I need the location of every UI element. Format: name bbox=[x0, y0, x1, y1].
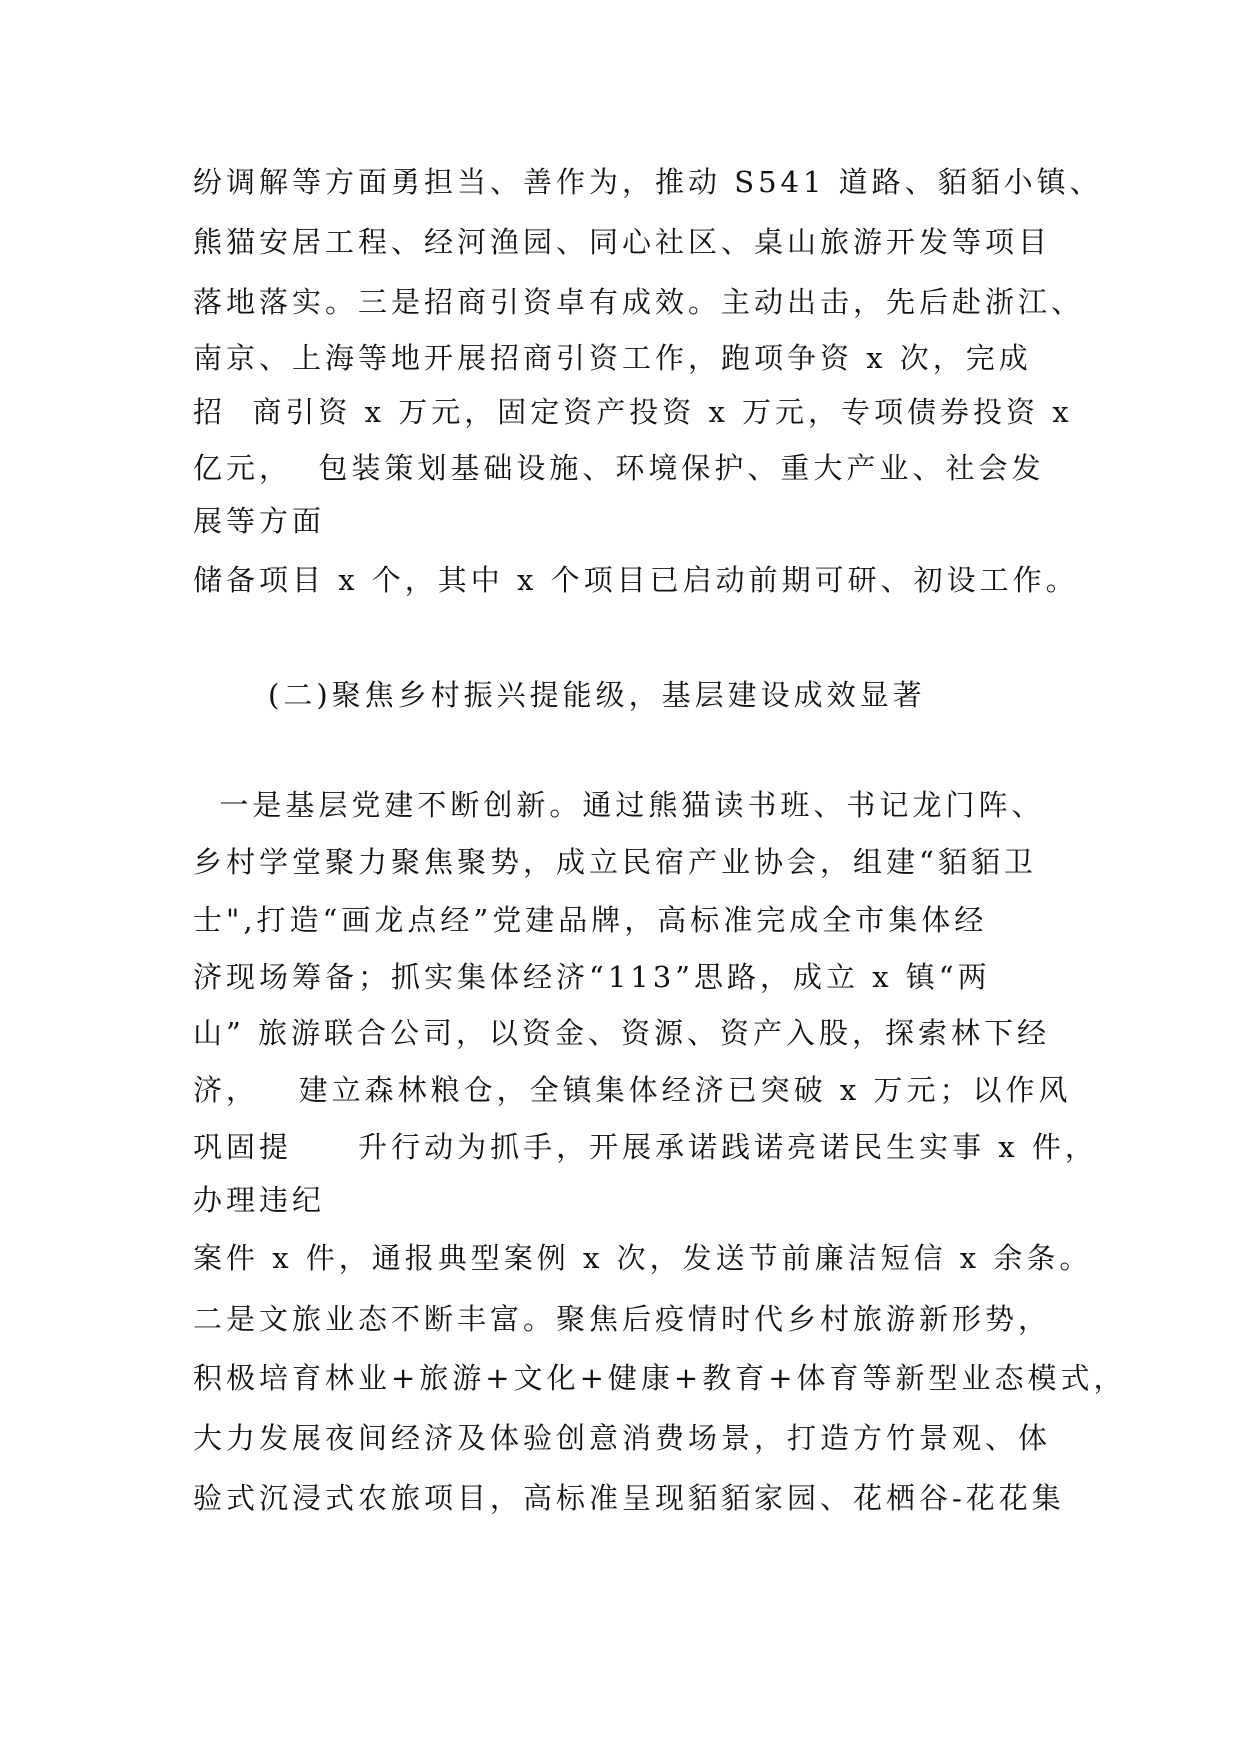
section-heading: (二)聚焦乡村振兴提能级，基层建设成效显著 bbox=[268, 678, 926, 712]
text-line: 山” 旅游联合公司，以资金、资源、资产入股，探索林下经 bbox=[193, 1016, 1051, 1050]
text-line: 二是文旅业态不断丰富。聚焦后疫情时代乡村旅游新形势， bbox=[193, 1302, 1052, 1336]
text-line: 案件 x 件，通报典型案例 x 次，发送节前廉洁短信 x 余条。 bbox=[193, 1241, 1093, 1275]
text-line: 大力发展夜间经济及体验创意消费场景，打造方竹景观、体 bbox=[193, 1421, 1052, 1455]
text-line: 办理违纪 bbox=[193, 1183, 326, 1217]
text-line: 南京、上海等地开展招商引资工作，跑项争资 x 次，完成 bbox=[193, 341, 1032, 375]
text-line: 纷调解等方面勇担当、善作为，推动 S541 道路、貊貊小镇、 bbox=[193, 165, 1103, 199]
text-line: 储备项目 x 个，其中 x 个项目已启动前期可研、初设工作。 bbox=[193, 563, 1079, 597]
text-line: 积极培育林业+旅游+文化+健康+教育+体育等新型业态模式， bbox=[193, 1361, 1127, 1395]
text-line: 验式沉浸式农旅项目，高标准呈现貊貊家园、花栖谷-花花集 bbox=[193, 1481, 1065, 1515]
text-line: 士",打造“画龙点经”党建品牌，高标准完成全市集体经 bbox=[193, 903, 988, 937]
text-line: 一是基层党建不断创新。通过熊猫读书班、书记龙门阵、 bbox=[193, 788, 1045, 822]
text-line: 济， 建立森林粮仓，全镇集体经济已突破 x 万元；以作风 bbox=[193, 1073, 1072, 1107]
text-line: 亿元， 包装策划基础设施、环境保护、重大产业、社会发 bbox=[193, 451, 1045, 485]
text-line: 济现场筹备；抓实集体经济“113”思路，成立 x 镇“两 bbox=[193, 960, 991, 994]
text-line: 乡村学堂聚力聚焦聚势，成立民宿产业协会，组建“貊貊卫 bbox=[193, 845, 1037, 879]
text-line: 熊猫安居工程、经河渔园、同心社区、桌山旅游开发等项目 bbox=[193, 225, 1052, 259]
text-line: 落地落实。三是招商引资卓有成效。主动出击，先后赴浙江、 bbox=[193, 285, 1085, 319]
text-line: 巩固提 升行动为抓手，开展承诺践诺亮诺民生实事 x 件， bbox=[193, 1130, 1098, 1164]
text-line: 招 商引资 x 万元，固定资产投资 x 万元，专项债券投资 x bbox=[193, 395, 1073, 429]
text-line: 展等方面 bbox=[193, 504, 326, 538]
